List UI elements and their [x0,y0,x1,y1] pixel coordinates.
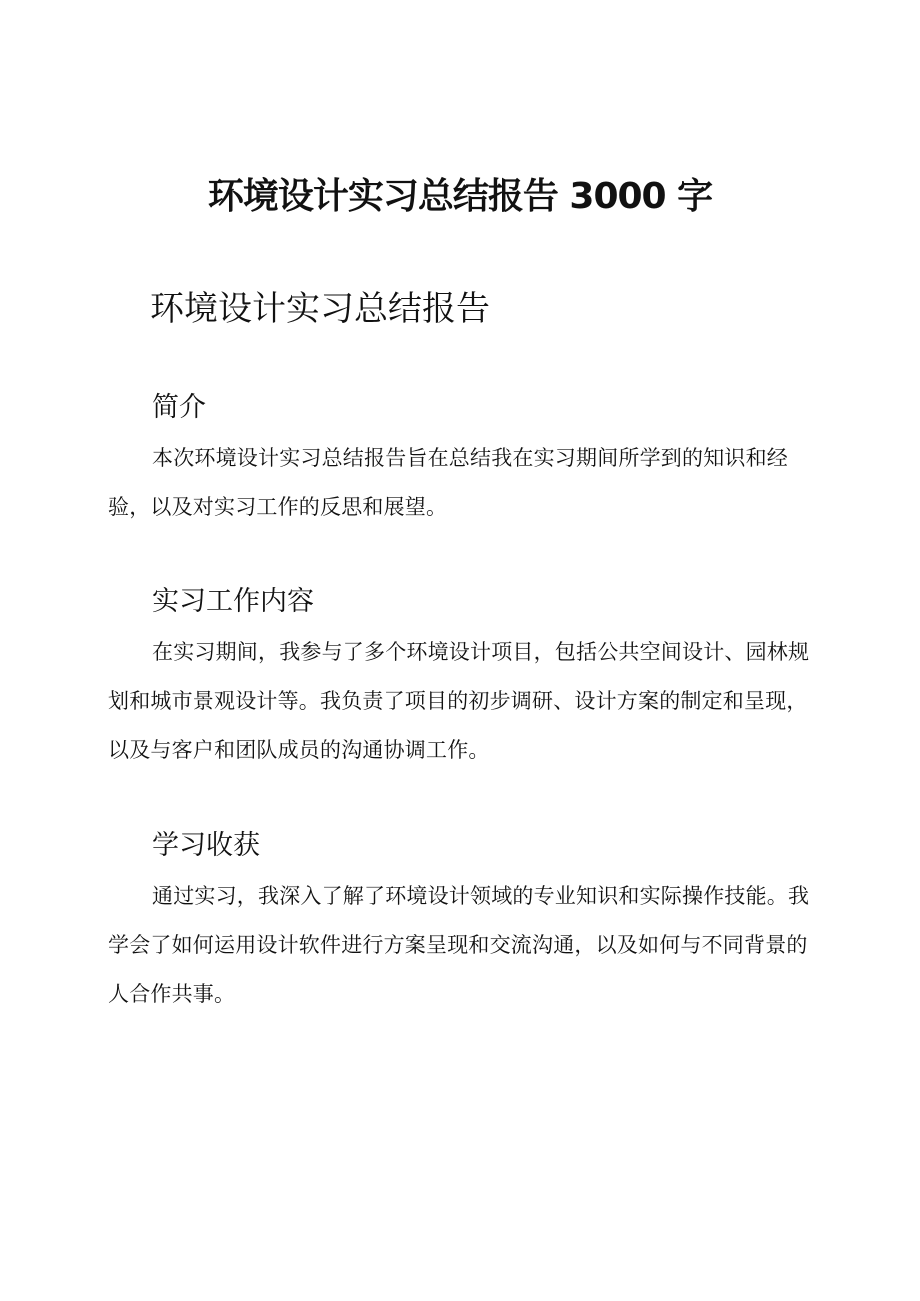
section-heading: 简介 [152,392,206,423]
section-paragraph: 通过实习，我深入了解了环境设计领域的专业知识和实际操作技能。我学会了如何运用设计软件进行方案呈现和交流沟通，以及如何与不同背景的人合作共事。 [108,884,810,1006]
section-paragraph: 在实习期间，我参与了多个环境设计项目，包括公共空间设计、园林规划和城市景观设计等。我负责了项目的初步调研、设计方案的制定和呈现，以及与客户和团队成员的沟通协调工作。 [108,640,810,762]
section-internship-work [108,582,828,775]
document-title: 环境设计实习总结报告 3000 字 [207,176,713,217]
section-heading: 实习工作内容 [152,586,314,617]
report-heading: 环境设计实习总结报告 [150,289,490,329]
section-learning-gains [108,826,828,1019]
section-paragraph: 本次环境设计实习总结报告旨在总结我在实习期间所学到的知识和经验，以及对实习工作的反思和展望。 [108,446,788,519]
section-introduction [108,388,828,532]
section-heading: 学习收获 [152,830,260,861]
